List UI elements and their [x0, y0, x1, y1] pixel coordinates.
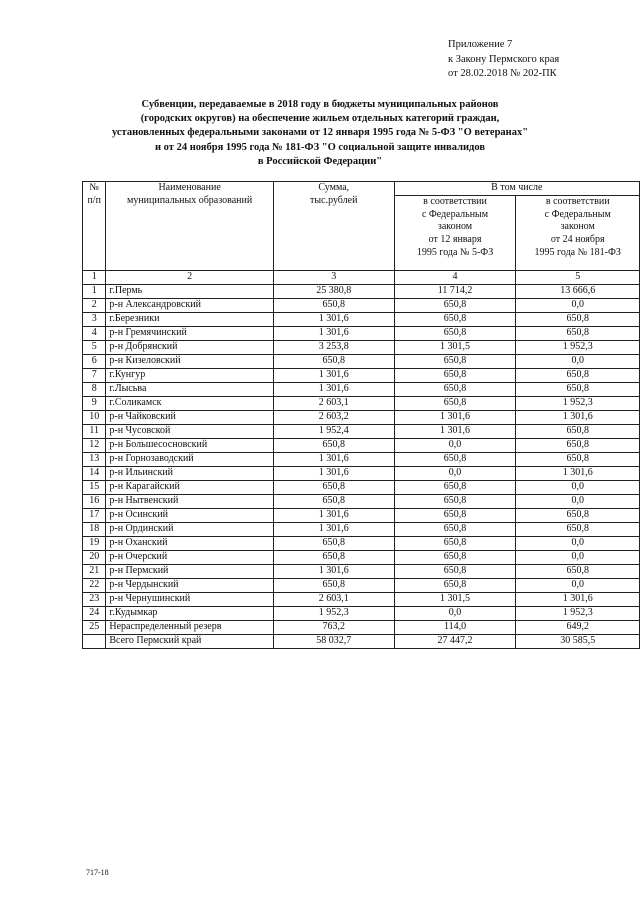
row-sum-law-5fz: 650,8 — [394, 312, 516, 326]
row-sum-law-5fz: 1 301,6 — [394, 424, 516, 438]
row-sum-law-5fz: 0,0 — [394, 606, 516, 620]
header-law-181fz — [516, 195, 640, 270]
table-row — [83, 354, 640, 368]
row-sum-law-181fz: 0,0 — [516, 480, 640, 494]
row-sum-law-181fz: 650,8 — [516, 438, 640, 452]
footer-code: 717-18 — [86, 868, 109, 877]
table-row — [83, 606, 640, 620]
row-total-sum: 650,8 — [273, 354, 394, 368]
title-line-3: установленных федеральными законами от 12 января 1995 года № 5-ФЗ "О ветеранах" — [111, 127, 529, 139]
row-number: 15 — [83, 480, 106, 494]
table-row — [83, 382, 640, 396]
row-total-sum: 650,8 — [273, 536, 394, 550]
row-total-sum: 650,8 — [273, 438, 394, 452]
row-municipality-name: р-н Нытвенский — [106, 494, 273, 508]
table-row — [83, 480, 640, 494]
row-sum-law-181fz: 0,0 — [516, 550, 640, 564]
header-including: В том числе — [394, 182, 639, 196]
row-sum-law-5fz: 27 447,2 — [394, 634, 516, 648]
row-total-sum: 650,8 — [273, 578, 394, 592]
row-municipality-name: р-н Гремячинский — [106, 326, 273, 340]
row-sum-law-181fz: 650,8 — [516, 326, 640, 340]
row-sum-law-5fz: 650,8 — [394, 536, 516, 550]
row-sum-law-181fz: 1 301,6 — [516, 592, 640, 606]
title-line-2: (городских округов) на обеспечение жильем отдельных категорий граждан, — [140, 113, 500, 125]
row-number: 5 — [83, 340, 106, 354]
row-number: 14 — [83, 466, 106, 480]
row-number: 23 — [83, 592, 106, 606]
row-sum-law-181fz: 0,0 — [516, 354, 640, 368]
table-row — [83, 312, 640, 326]
row-total-sum: 763,2 — [273, 620, 394, 634]
row-number: 3 — [83, 312, 106, 326]
table-row — [83, 368, 640, 382]
row-sum-law-5fz: 650,8 — [394, 508, 516, 522]
header-number-line-2: п/п — [87, 194, 101, 206]
table-row — [83, 466, 640, 480]
row-total-sum: 650,8 — [273, 550, 394, 564]
row-sum-law-5fz: 650,8 — [394, 522, 516, 536]
column-number: 5 — [516, 270, 640, 284]
table-row — [83, 396, 640, 410]
header-law-181fz-line-5: 1995 года № 181-ФЗ — [534, 246, 621, 258]
table-row — [83, 494, 640, 508]
table-row — [83, 620, 640, 634]
row-sum-law-181fz: 650,8 — [516, 522, 640, 536]
table-row — [83, 410, 640, 424]
row-municipality-name: Нераспределенный резерв — [106, 620, 273, 634]
row-sum-law-5fz: 650,8 — [394, 578, 516, 592]
title-line-5: в Российской Федерации" — [257, 155, 383, 167]
row-municipality-name: г.Кунгур — [106, 368, 273, 382]
row-sum-law-181fz: 650,8 — [516, 312, 640, 326]
row-number: 12 — [83, 438, 106, 452]
row-number: 13 — [83, 452, 106, 466]
row-number: 8 — [83, 382, 106, 396]
row-municipality-name: р-н Чернушинский — [106, 592, 273, 606]
title-line-4: и от 24 ноября 1995 года № 181-ФЗ "О социальной защите инвалидов — [155, 141, 485, 153]
row-number: 11 — [83, 424, 106, 438]
table-row — [83, 438, 640, 452]
table-row — [83, 564, 640, 578]
row-sum-law-181fz: 0,0 — [516, 578, 640, 592]
row-sum-law-181fz: 0,0 — [516, 494, 640, 508]
row-sum-law-181fz: 1 301,6 — [516, 466, 640, 480]
row-sum-law-5fz: 650,8 — [394, 550, 516, 564]
row-total-sum: 1 301,6 — [273, 368, 394, 382]
document-title — [80, 98, 560, 169]
row-sum-law-181fz: 0,0 — [516, 298, 640, 312]
row-number — [83, 634, 106, 648]
row-municipality-name: р-н Очерский — [106, 550, 273, 564]
row-municipality-name: г.Соликамск — [106, 396, 273, 410]
row-municipality-name: р-н Добрянский — [106, 340, 273, 354]
row-total-sum: 2 603,1 — [273, 396, 394, 410]
header-sum-line-1: Сумма, — [318, 182, 350, 193]
row-municipality-name: р-н Кизеловский — [106, 354, 273, 368]
column-number-row — [83, 270, 640, 284]
row-sum-law-5fz: 650,8 — [394, 326, 516, 340]
row-sum-law-5fz: 1 301,5 — [394, 340, 516, 354]
row-sum-law-181fz: 13 666,6 — [516, 284, 640, 298]
row-total-sum: 1 301,6 — [273, 326, 394, 340]
row-sum-law-181fz: 649,2 — [516, 620, 640, 634]
row-number: 16 — [83, 494, 106, 508]
row-municipality-name: р-н Пермский — [106, 564, 273, 578]
row-number: 21 — [83, 564, 106, 578]
header-sum-line-2: тыс.рублей — [310, 194, 358, 206]
column-number: 1 — [83, 270, 106, 284]
header-number — [83, 182, 106, 271]
row-sum-law-5fz: 650,8 — [394, 452, 516, 466]
row-total-sum: 3 253,8 — [273, 340, 394, 354]
header-number-line-1: № — [89, 182, 99, 193]
row-municipality-name: Всего Пермский край — [106, 634, 273, 648]
row-sum-law-181fz: 650,8 — [516, 452, 640, 466]
row-number: 9 — [83, 396, 106, 410]
header-law-181fz-line-4: от 24 ноября — [550, 234, 605, 246]
row-number: 10 — [83, 410, 106, 424]
row-municipality-name: р-н Чердынский — [106, 578, 273, 592]
row-sum-law-181fz: 1 952,3 — [516, 606, 640, 620]
row-sum-law-181fz: 650,8 — [516, 382, 640, 396]
header-name-line-2: муниципальных образований — [126, 194, 253, 206]
table-row — [83, 326, 640, 340]
row-sum-law-181fz: 650,8 — [516, 508, 640, 522]
row-total-sum: 650,8 — [273, 480, 394, 494]
row-municipality-name: р-н Оханский — [106, 536, 273, 550]
row-total-sum: 1 301,6 — [273, 452, 394, 466]
row-total-sum: 2 603,2 — [273, 410, 394, 424]
row-sum-law-181fz: 1 301,6 — [516, 410, 640, 424]
column-number: 2 — [106, 270, 273, 284]
column-number: 4 — [394, 270, 516, 284]
row-municipality-name: г.Пермь — [106, 284, 273, 298]
table-row — [83, 452, 640, 466]
table-row — [83, 522, 640, 536]
row-total-sum: 1 952,4 — [273, 424, 394, 438]
appendix-line-2: к Закону Пермского края — [448, 53, 560, 65]
column-number: 3 — [273, 270, 394, 284]
row-number: 6 — [83, 354, 106, 368]
appendix-line-1: Приложение 7 — [448, 39, 513, 50]
row-total-sum: 1 301,6 — [273, 522, 394, 536]
header-law-5fz — [394, 195, 516, 270]
header-name-line-1: Наименование — [158, 182, 221, 193]
table-row — [83, 592, 640, 606]
row-number: 22 — [83, 578, 106, 592]
row-total-sum: 1 952,3 — [273, 606, 394, 620]
row-municipality-name: р-н Большесосновский — [106, 438, 273, 452]
row-sum-law-5fz: 650,8 — [394, 564, 516, 578]
row-sum-law-181fz: 650,8 — [516, 368, 640, 382]
table-row — [83, 578, 640, 592]
row-sum-law-5fz: 650,8 — [394, 382, 516, 396]
row-municipality-name: р-н Чайковский — [106, 410, 273, 424]
row-total-sum: 1 301,6 — [273, 312, 394, 326]
row-sum-law-181fz: 30 585,5 — [516, 634, 640, 648]
row-total-sum: 58 032,7 — [273, 634, 394, 648]
header-sum — [273, 182, 394, 271]
row-total-sum: 650,8 — [273, 298, 394, 312]
row-total-sum: 2 603,1 — [273, 592, 394, 606]
header-law-5fz-line-4: от 12 января — [428, 234, 482, 246]
row-total-sum: 650,8 — [273, 494, 394, 508]
row-sum-law-5fz: 0,0 — [394, 466, 516, 480]
row-number: 4 — [83, 326, 106, 340]
row-sum-law-181fz: 650,8 — [516, 424, 640, 438]
header-law-5fz-line-1: в соответствии — [423, 195, 487, 207]
table-row — [83, 340, 640, 354]
header-law-181fz-line-1: в соответствии — [545, 195, 610, 207]
row-number: 1 — [83, 284, 106, 298]
row-municipality-name: р-н Чусовской — [106, 424, 273, 438]
row-sum-law-5fz: 1 301,5 — [394, 592, 516, 606]
row-number: 24 — [83, 606, 106, 620]
row-municipality-name: р-н Ординский — [106, 522, 273, 536]
header-law-181fz-line-3: законом — [560, 221, 595, 233]
row-number: 19 — [83, 536, 106, 550]
row-number: 18 — [83, 522, 106, 536]
header-law-5fz-line-3: законом — [437, 221, 473, 233]
title-line-1: Субвенции, передаваемые в 2018 году в бюджеты муниципальных районов — [141, 99, 499, 110]
header-name — [106, 182, 273, 271]
row-sum-law-5fz: 650,8 — [394, 480, 516, 494]
row-sum-law-5fz: 650,8 — [394, 354, 516, 368]
row-number: 20 — [83, 550, 106, 564]
row-sum-law-181fz: 1 952,3 — [516, 396, 640, 410]
header-row — [83, 182, 640, 196]
row-total-sum: 1 301,6 — [273, 466, 394, 480]
header-law-181fz-line-2: с Федеральным — [544, 208, 611, 220]
row-sum-law-181fz: 650,8 — [516, 564, 640, 578]
row-total-sum: 1 301,6 — [273, 382, 394, 396]
table-row — [83, 508, 640, 522]
row-municipality-name: р-н Карагайский — [106, 480, 273, 494]
row-municipality-name: р-н Осинский — [106, 508, 273, 522]
row-number: 17 — [83, 508, 106, 522]
row-sum-law-5fz: 0,0 — [394, 438, 516, 452]
row-total-sum: 1 301,6 — [273, 508, 394, 522]
row-municipality-name: г.Березники — [106, 312, 273, 326]
row-sum-law-5fz: 11 714,2 — [394, 284, 516, 298]
row-sum-law-5fz: 650,8 — [394, 368, 516, 382]
table-row — [83, 298, 640, 312]
row-total-sum: 25 380,8 — [273, 284, 394, 298]
row-sum-law-5fz: 650,8 — [394, 494, 516, 508]
table-row — [83, 424, 640, 438]
appendix-header — [448, 38, 559, 82]
row-sum-law-5fz: 114,0 — [394, 620, 516, 634]
row-number: 25 — [83, 620, 106, 634]
row-sum-law-181fz: 1 952,3 — [516, 340, 640, 354]
header-law-5fz-line-2: с Федеральным — [421, 208, 489, 220]
row-municipality-name: г.Лысьва — [106, 382, 273, 396]
appendix-line-3: от 28.02.2018 № 202-ПК — [448, 68, 557, 79]
row-number: 2 — [83, 298, 106, 312]
table-row — [83, 284, 640, 298]
row-municipality-name: г.Кудымкар — [106, 606, 273, 620]
header-law-5fz-line-5: 1995 года № 5-ФЗ — [416, 246, 494, 258]
row-number: 7 — [83, 368, 106, 382]
row-municipality-name: р-н Ильинский — [106, 466, 273, 480]
subventions-table — [82, 181, 640, 649]
row-sum-law-5fz: 1 301,6 — [394, 410, 516, 424]
row-municipality-name: р-н Горнозаводский — [106, 452, 273, 466]
row-sum-law-181fz: 0,0 — [516, 536, 640, 550]
table-row — [83, 536, 640, 550]
row-sum-law-5fz: 650,8 — [394, 298, 516, 312]
row-municipality-name: р-н Александровский — [106, 298, 273, 312]
table-row — [83, 550, 640, 564]
row-sum-law-5fz: 650,8 — [394, 396, 516, 410]
table-row — [83, 634, 640, 648]
row-total-sum: 1 301,6 — [273, 564, 394, 578]
